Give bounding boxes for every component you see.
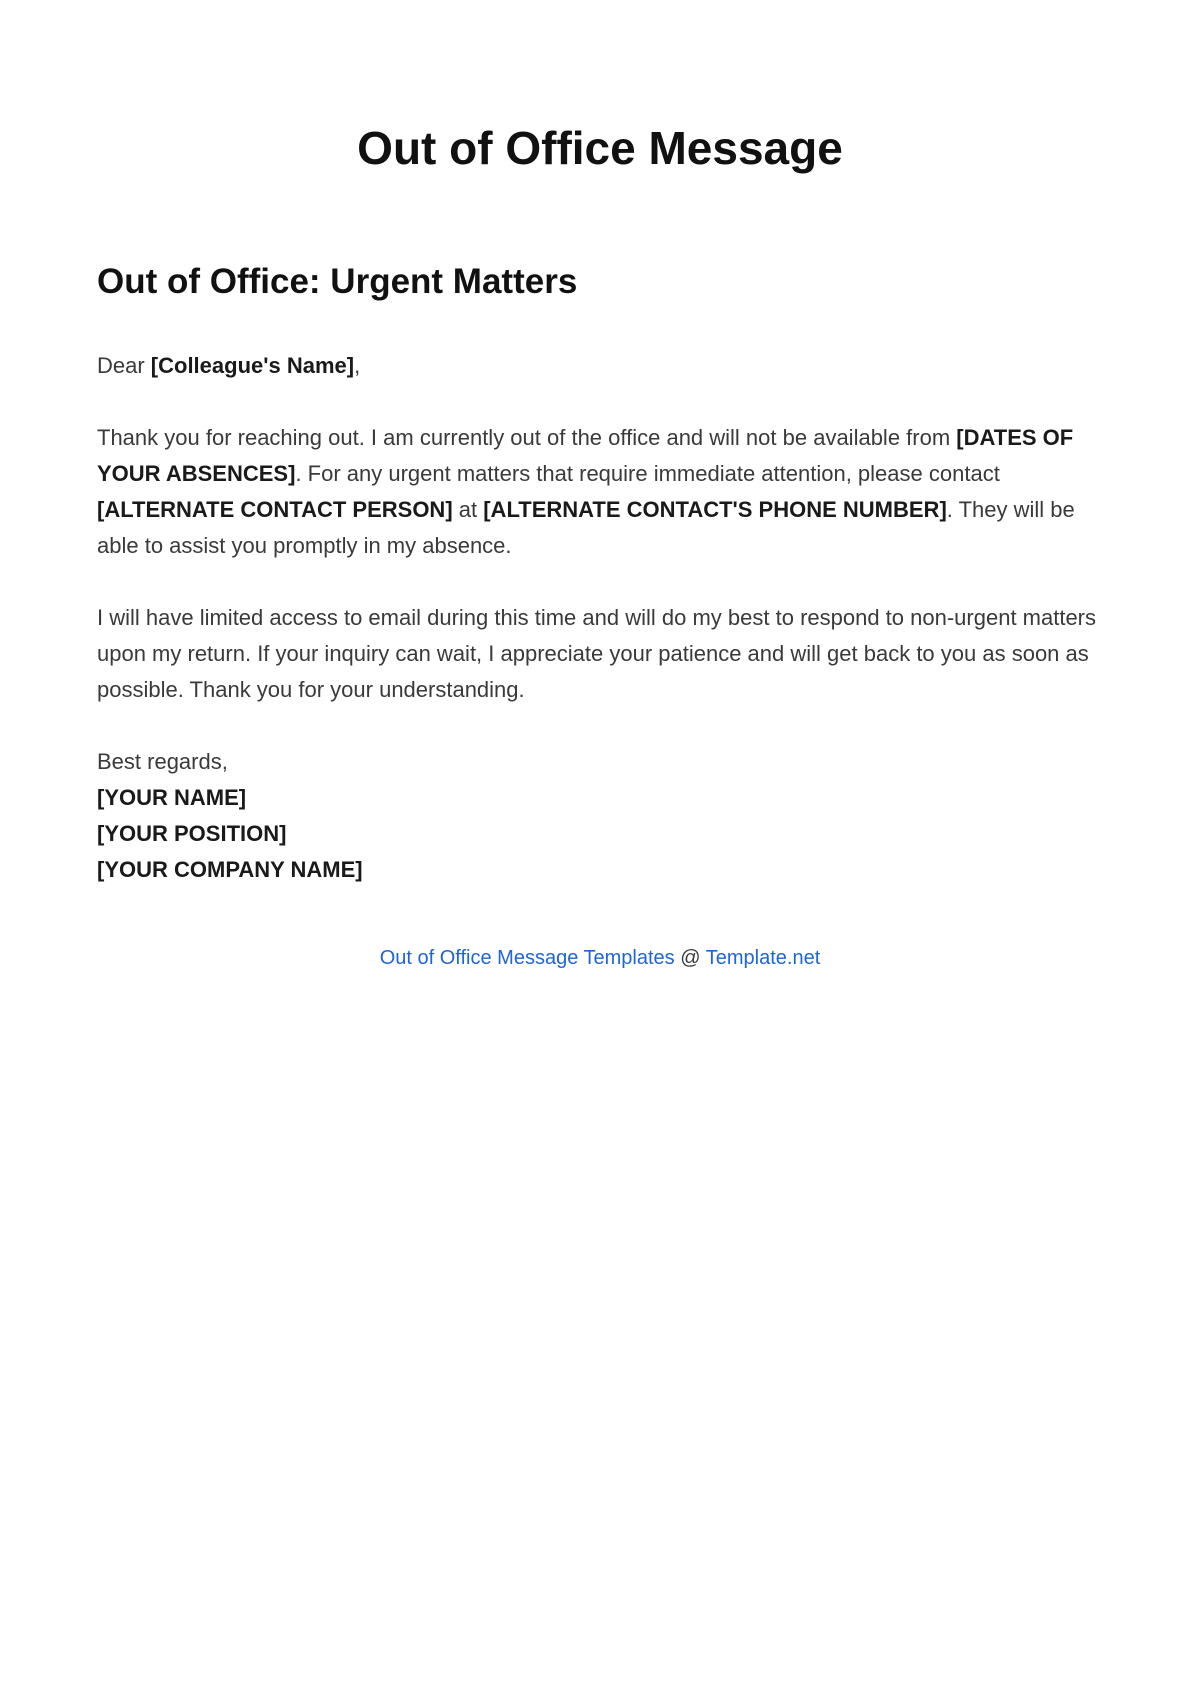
paragraph-1-text-1: Thank you for reaching out. I am currently out of the office and will not be available from (97, 425, 957, 450)
absence-dates-placeholder: [DATES OF YOUR ABSENCES] (97, 425, 1074, 486)
paragraph-1-text-2: . For any urgent matters that require immediate attention, please contact (295, 461, 1000, 486)
alternate-phone-placeholder: [ALTERNATE CONTACT'S PHONE NUMBER] (483, 497, 947, 522)
greeting-suffix: , (354, 353, 361, 378)
signature-company: [YOUR COMPANY NAME] (97, 857, 363, 882)
body-paragraph-2: I will have limited access to email during this time and will do my best to respond to non-urgent matters upon my return. If your inquiry can wait, I appreciate your patience and will get back to you as soon as possible. Thank you for your understanding. (97, 605, 1097, 702)
greeting (97, 348, 1107, 384)
templates-link[interactable]: Out of Office Message Templates (379, 947, 675, 969)
closing-line: Best regards, (97, 749, 228, 774)
document-title: Out of Office Message (357, 122, 843, 174)
alternate-contact-placeholder: [ALTERNATE CONTACT PERSON] (97, 497, 453, 522)
template-net-link[interactable]: Template.net (705, 947, 821, 969)
signature-position: [YOUR POSITION] (97, 821, 287, 846)
footer-separator: @ (674, 947, 706, 969)
paragraph-1-text-4: . They will be able to assist you promptly in my absence. (97, 497, 1075, 558)
message-subtitle: Out of Office: Urgent Matters (97, 262, 578, 301)
colleague-name-placeholder: [Colleague's Name] (150, 353, 355, 378)
signature-name: [YOUR NAME] (97, 785, 247, 810)
footer-credit (0, 944, 1200, 972)
greeting-prefix: Dear (97, 353, 151, 378)
document-body (97, 258, 1107, 888)
body-paragraph-1 (97, 420, 1107, 564)
paragraph-1-text-3: at (452, 497, 484, 522)
